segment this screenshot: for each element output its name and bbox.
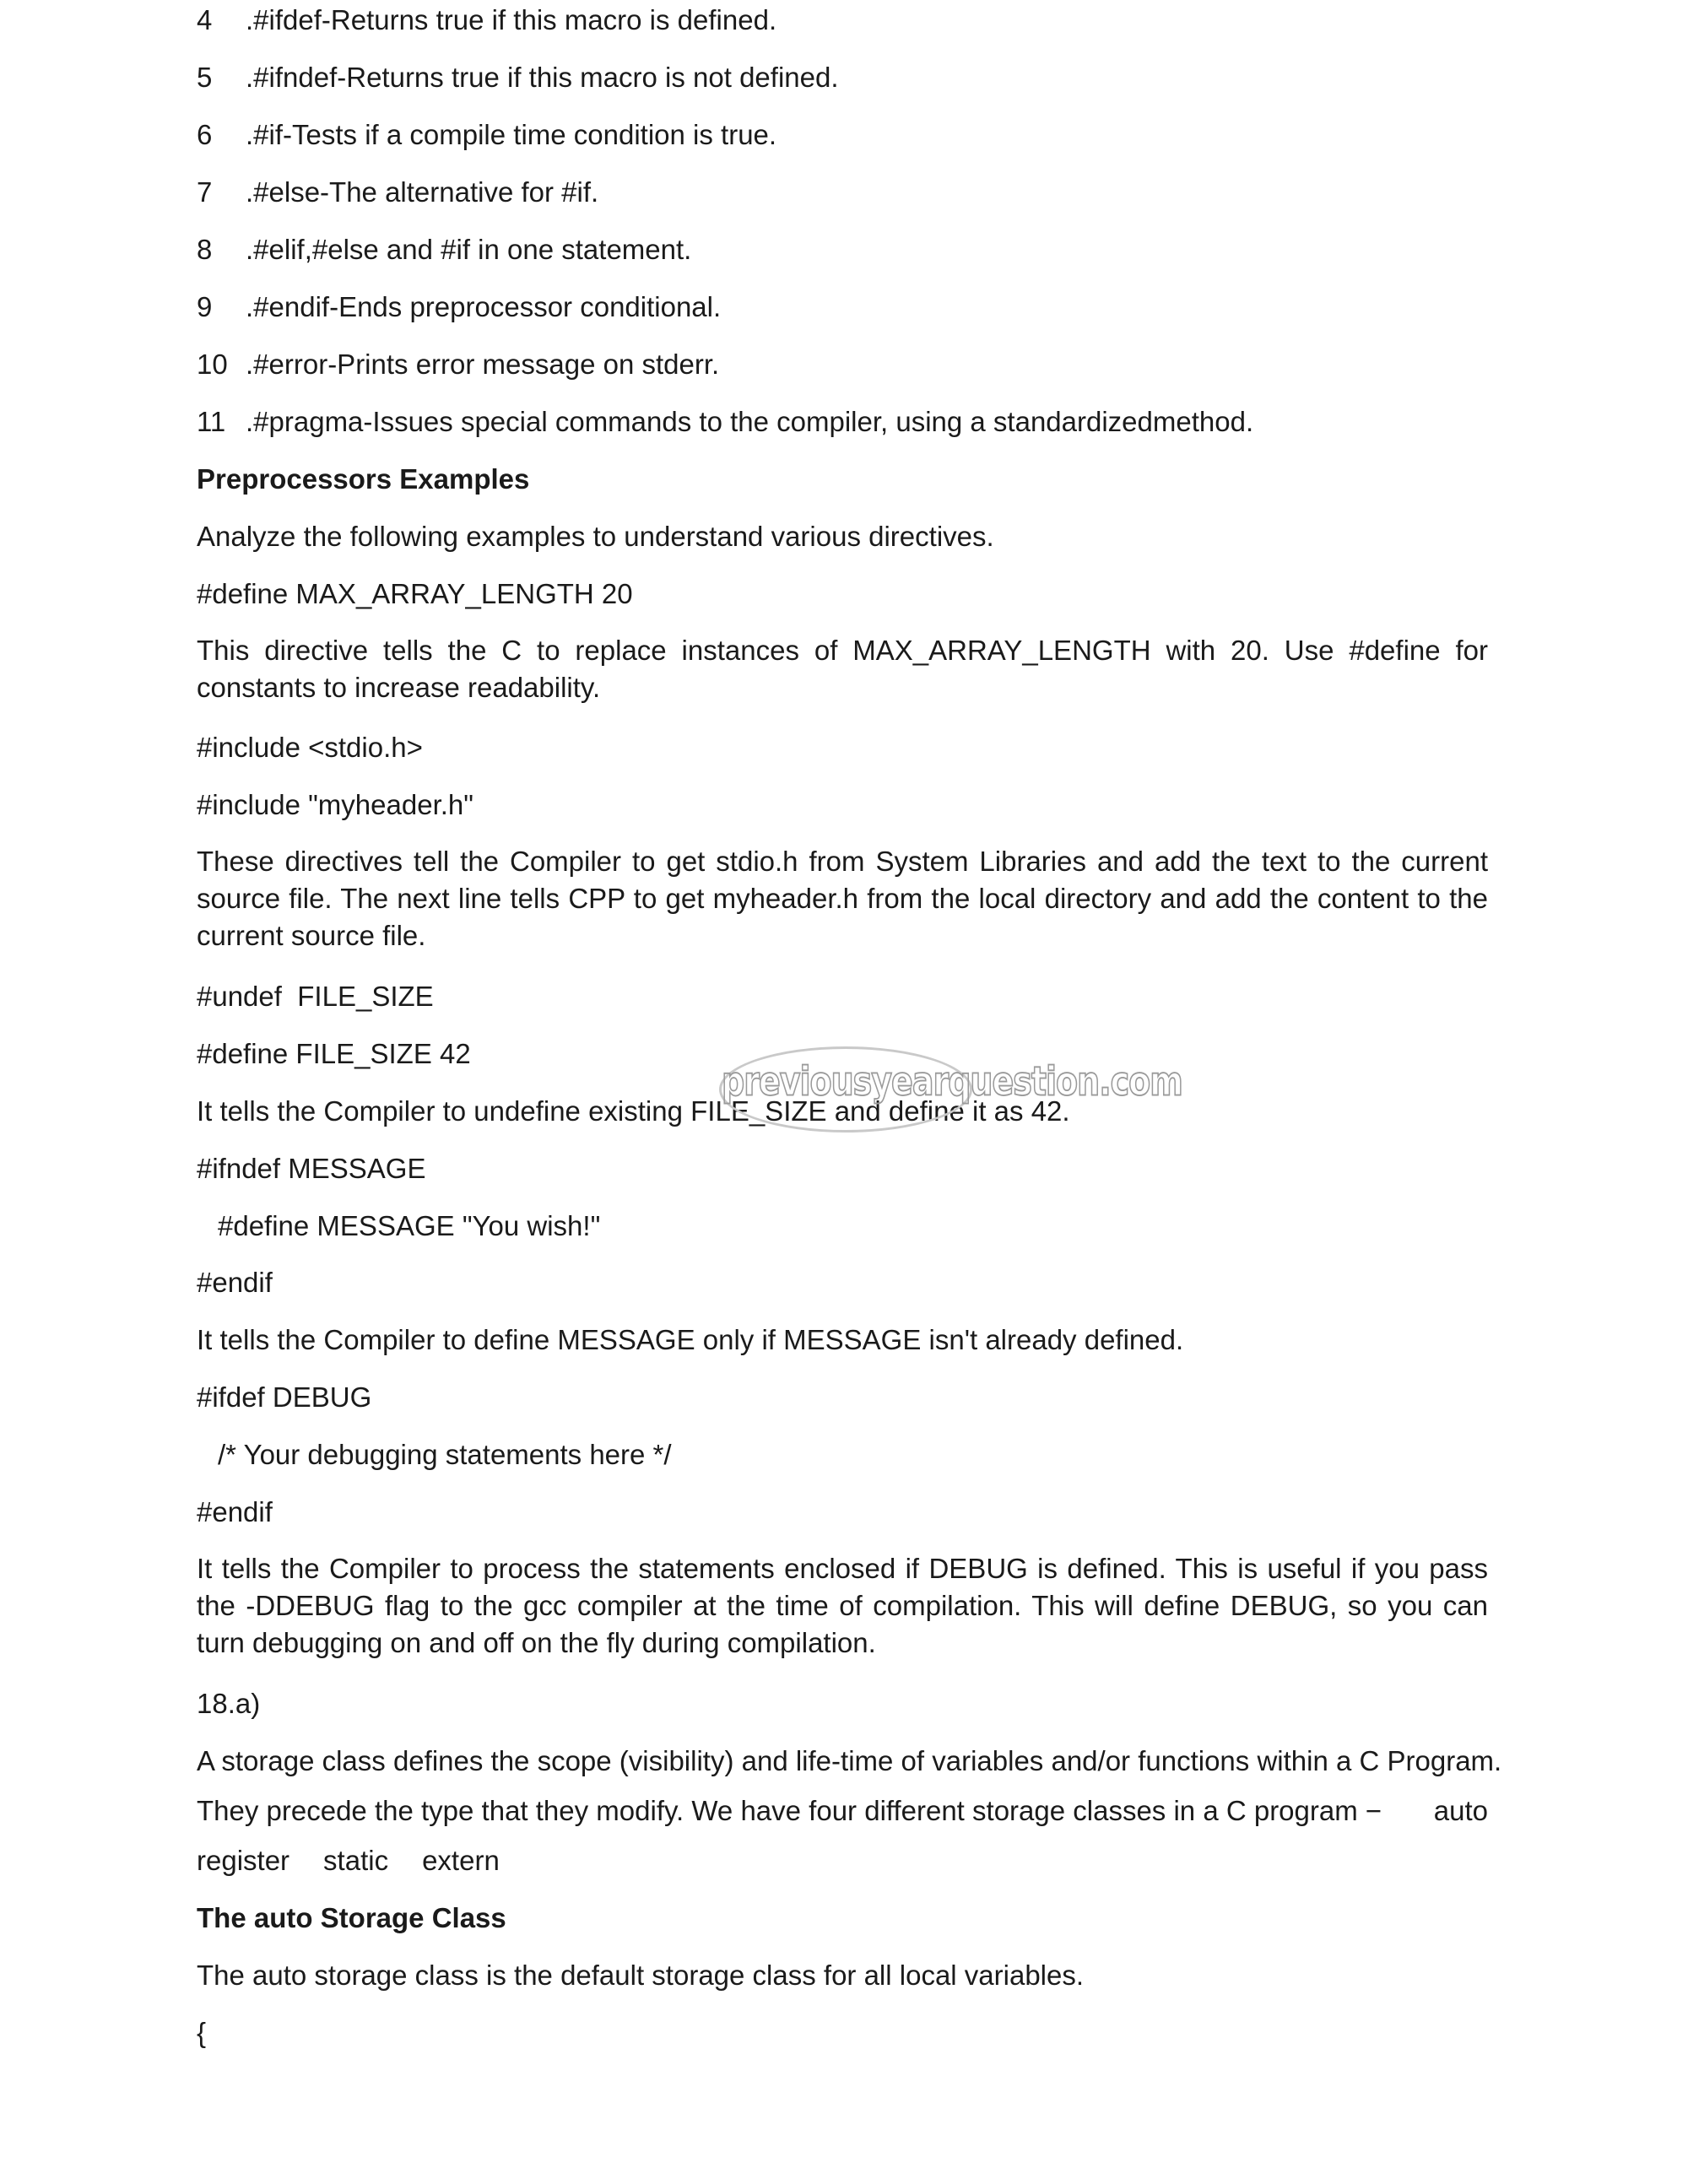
list-item-number: 7: [197, 176, 213, 208]
para-include: These directives tell the Compiler to get stdio.h from System Libraries and add the text to the current source file. The next line tells CPP to get myheader.h from the local directory and add the content to the current source file.: [197, 846, 1488, 951]
list-item: [197, 289, 1488, 326]
list-item-number: 4: [197, 4, 213, 35]
storage-class-static: static: [323, 1845, 389, 1876]
list-item: [197, 174, 1488, 211]
open-brace: {: [197, 2017, 207, 2048]
storage-class-register: register: [197, 1845, 290, 1876]
auto-para: The auto storage class is the default storage class for all local variables.: [197, 1960, 1085, 1991]
code-undef: #undef FILE_SIZE: [197, 981, 434, 1012]
examples-heading: Preprocessors Examples: [197, 463, 530, 495]
code-define-file-size: #define FILE_SIZE 42: [197, 1038, 471, 1069]
storage-class-auto: auto: [1433, 1795, 1488, 1826]
list-item: [197, 116, 1488, 154]
list-item: [197, 403, 1488, 441]
list-item: [197, 346, 1488, 383]
list-item-number: 11: [197, 406, 226, 437]
code-ifdef-debug: #ifdef DEBUG: [197, 1381, 372, 1413]
list-item-number: 10: [197, 349, 228, 380]
code-ifndef-message: #ifndef MESSAGE: [197, 1153, 426, 1184]
list-item-text: .#endif-Ends preprocessor conditional.: [246, 291, 722, 322]
list-item-number: 5: [197, 62, 213, 93]
auto-heading: The auto Storage Class: [197, 1902, 506, 1933]
code-endif-1: #endif: [197, 1267, 273, 1298]
para-storage-1: A storage class defines the scope (visibility) and life-time of variables and/or functions within a C Program.: [197, 1745, 1502, 1776]
para-debug: It tells the Compiler to process the statements enclosed if DEBUG is defined. This is useful if you pass the -DDEBUG flag to the gcc compiler at the time of compilation. This will define DEBUG, so you can turn debugging on and off on the fly during compilation.: [197, 1553, 1488, 1658]
list-item-number: 6: [197, 119, 213, 150]
para-undef: It tells the Compiler to undefine existing FILE_SIZE and define it as 42.: [197, 1095, 1070, 1127]
storage-line-2: [197, 1842, 1488, 1879]
list-item-text: .#ifndef-Returns true if this macro is not defined.: [246, 62, 839, 93]
list-item-text: .#else-The alternative for #if.: [246, 176, 599, 208]
list-item: [197, 2, 1488, 39]
list-item-text: .#error-Prints error message on stderr.: [246, 349, 720, 380]
list-item: [197, 59, 1488, 96]
storage-class-extern: extern: [422, 1845, 500, 1876]
code-include-stdio: #include <stdio.h>: [197, 732, 423, 763]
para-storage-2: They precede the type that they modify. We have four different storage classes in a C program −: [197, 1795, 1382, 1826]
list-item-text: .#elif,#else and #if in one statement.: [246, 234, 692, 265]
code-endif-2: #endif: [197, 1496, 273, 1527]
list-item: [197, 231, 1488, 268]
question-label: 18.a): [197, 1688, 261, 1719]
para-message: It tells the Compiler to define MESSAGE only if MESSAGE isn't already defined.: [197, 1324, 1184, 1355]
storage-line-1: [197, 1792, 1488, 1830]
code-debug-comment: /* Your debugging statements here */: [218, 1439, 672, 1470]
list-item-text: .#pragma-Issues special commands to the compiler, using a standardizedmethod.: [246, 406, 1254, 437]
list-item-number: 8: [197, 234, 213, 265]
code-include-myheader: #include "myheader.h": [197, 789, 473, 820]
examples-intro: Analyze the following examples to understand various directives.: [197, 521, 994, 552]
para-define-max: This directive tells the C to replace instances of MAX_ARRAY_LENGTH with 20. Use #define for constants to increase readability.: [197, 635, 1488, 703]
list-item-number: 9: [197, 291, 213, 322]
code-define-max: #define MAX_ARRAY_LENGTH 20: [197, 578, 633, 609]
watermark-text: previousyearquestion.com: [722, 1057, 1182, 1105]
list-item-text: .#ifdef-Returns true if this macro is defined.: [246, 4, 777, 35]
code-define-message: #define MESSAGE "You wish!": [218, 1210, 601, 1241]
list-item-text: .#if-Tests if a compile time condition is true.: [246, 119, 777, 150]
